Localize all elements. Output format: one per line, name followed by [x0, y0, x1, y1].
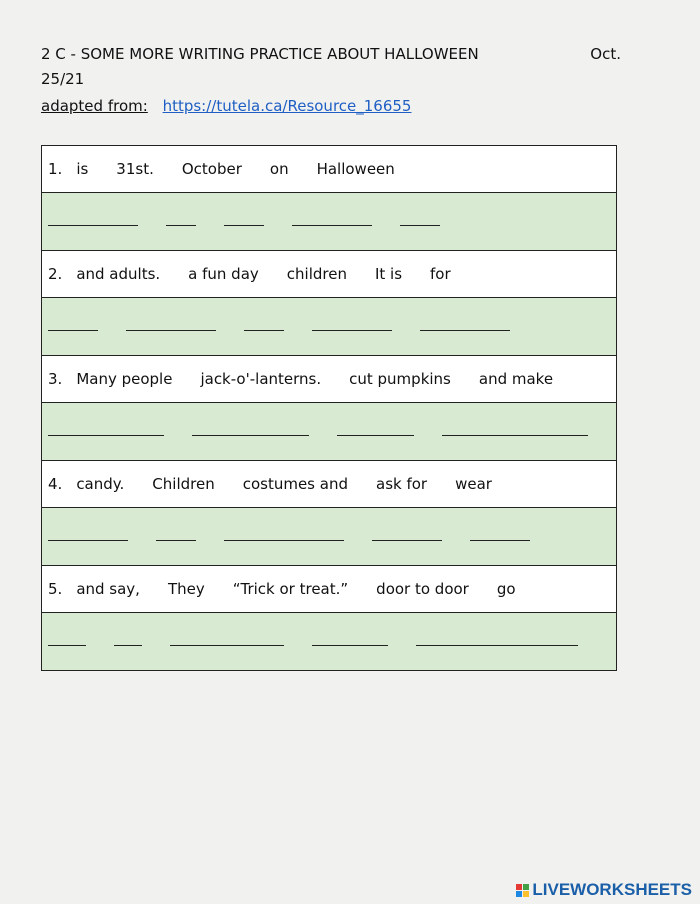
scrambled-word: and adults. — [76, 265, 161, 283]
page-title: 2 C - SOME MORE WRITING PRACTICE ABOUT HALLOWEEN — [41, 45, 479, 63]
scrambled-word: and make — [478, 370, 554, 388]
answer-blank[interactable] — [312, 330, 392, 331]
scrambled-word: October — [181, 160, 242, 178]
scrambled-word: on — [269, 160, 289, 178]
scrambled-word: and say, — [76, 580, 140, 598]
question-row — [42, 251, 616, 298]
scrambled-word: Children — [152, 475, 215, 493]
date-continuation: 25/21 — [41, 70, 85, 88]
scrambled-word: for — [430, 265, 451, 283]
answer-blank[interactable] — [470, 540, 530, 541]
answer-blank[interactable] — [48, 540, 128, 541]
logo-square — [523, 884, 529, 890]
answer-blank[interactable] — [416, 645, 578, 646]
answer-blank[interactable] — [170, 645, 284, 646]
adapted-label: adapted from: — [41, 97, 148, 115]
source-link[interactable]: https://tutela.ca/Resource_16655 — [162, 97, 412, 115]
answer-blank[interactable] — [48, 645, 86, 646]
answer-blank[interactable] — [156, 540, 196, 541]
question-number: 2. — [48, 265, 63, 283]
question-number: 3. — [48, 370, 63, 388]
answer-blank[interactable] — [400, 225, 440, 226]
scrambled-word: jack-o'-lanterns. — [200, 370, 322, 388]
scrambled-word: ask for — [376, 475, 428, 493]
scrambled-word: “Trick or treat.” — [232, 580, 349, 598]
source-line — [41, 92, 621, 120]
logo-square — [516, 884, 522, 890]
answer-blank[interactable] — [337, 435, 415, 436]
brand-name: LIVEWORKSHEETS — [532, 880, 692, 899]
answer-row — [42, 298, 616, 356]
answer-row — [42, 613, 616, 670]
answer-row — [42, 193, 616, 251]
answer-row — [42, 508, 616, 566]
answer-blank[interactable] — [48, 435, 164, 436]
question-number: 4. — [48, 475, 63, 493]
scrambled-word: a fun day — [188, 265, 259, 283]
scrambled-word: candy. — [76, 475, 125, 493]
answer-blank[interactable] — [224, 540, 344, 541]
answer-blank[interactable] — [372, 540, 442, 541]
answer-blank[interactable] — [442, 435, 588, 436]
question-row — [42, 461, 616, 508]
answer-blank[interactable] — [244, 330, 284, 331]
question-row — [42, 146, 616, 193]
answer-blank[interactable] — [312, 645, 388, 646]
logo-square — [523, 891, 529, 897]
scrambled-word: It is — [374, 265, 403, 283]
date-text: Oct. — [590, 45, 621, 63]
exercise-table — [41, 145, 617, 671]
answer-blank[interactable] — [126, 330, 216, 331]
answer-blank[interactable] — [166, 225, 196, 226]
scrambled-word: cut pumpkins — [349, 370, 451, 388]
answer-blank[interactable] — [48, 330, 98, 331]
logo-square — [516, 891, 522, 897]
scrambled-word: children — [286, 265, 347, 283]
question-row — [42, 566, 616, 613]
scrambled-word: go — [496, 580, 516, 598]
worksheet-header — [41, 42, 621, 120]
logo-grid-icon — [516, 884, 529, 897]
scrambled-word: costumes and — [242, 475, 348, 493]
scrambled-word: 31st. — [116, 160, 154, 178]
answer-blank[interactable] — [48, 225, 138, 226]
answer-blank[interactable] — [114, 645, 142, 646]
answer-blank[interactable] — [292, 225, 372, 226]
scrambled-word: Many people — [76, 370, 173, 388]
scrambled-word: They — [167, 580, 205, 598]
question-row — [42, 356, 616, 403]
answer-blank[interactable] — [192, 435, 308, 436]
title-row — [41, 42, 621, 66]
answer-blank[interactable] — [224, 225, 264, 226]
scrambled-word: Halloween — [316, 160, 395, 178]
liveworksheets-logo[interactable] — [516, 880, 692, 900]
answer-blank[interactable] — [420, 330, 510, 331]
scrambled-word: is — [76, 160, 89, 178]
scrambled-word: wear — [455, 475, 492, 493]
question-number: 1. — [48, 160, 63, 178]
question-number: 5. — [48, 580, 63, 598]
answer-row — [42, 403, 616, 461]
scrambled-word: door to door — [376, 580, 469, 598]
